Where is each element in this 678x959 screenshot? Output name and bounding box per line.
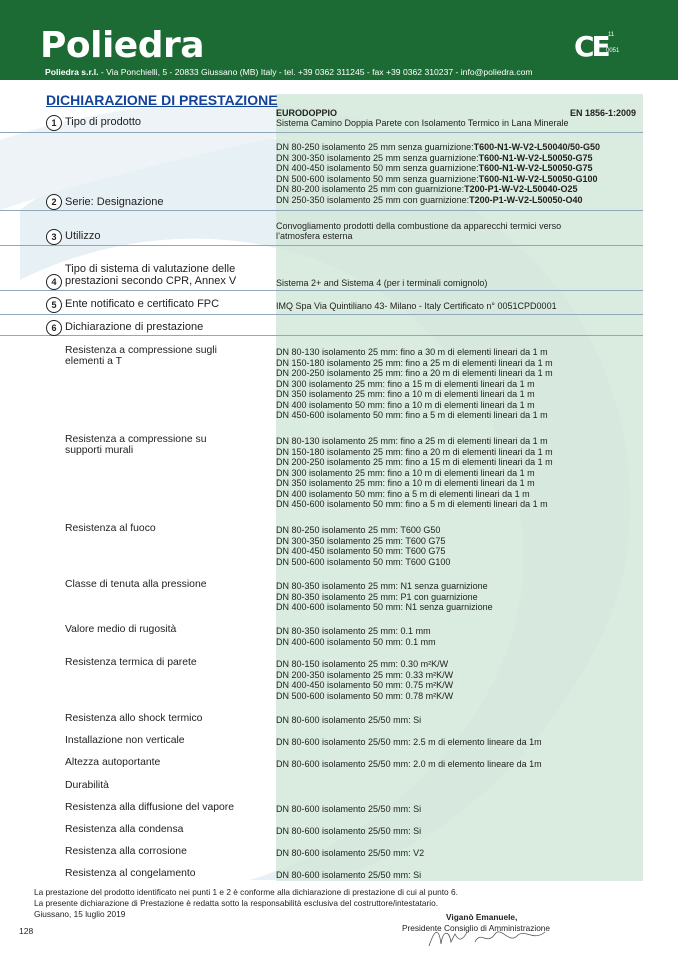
property-label: supporti murali [65, 445, 134, 456]
property-value: DN 450-600 isolamento 50 mm: fino a 5 m di elementi lineari da 1 m [276, 499, 548, 509]
product-name: EURODOPPIO [276, 108, 338, 118]
property-value: DN 80-350 isolamento 25 mm: N1 senza guarnizione [276, 581, 488, 591]
property-label: Resistenza a compressione sugli [65, 345, 217, 356]
property-value: DN 80-600 isolamento 25/50 mm: Si [276, 715, 422, 725]
property-value: DN 150-180 isolamento 25 mm: fino a 20 m di elementi lineari da 1 m [276, 446, 553, 457]
property-value: DN 80-250 isolamento 25 mm: T600 G50 [276, 525, 441, 535]
ce-number-top: 11 [608, 32, 615, 38]
ce-mark: CE [574, 30, 608, 63]
section-number-1: 1 [46, 115, 62, 131]
property-value: DN 200-350 isolamento 25 mm: 0.33 m²K/W [276, 669, 454, 680]
ce-number-bottom: 0051 [606, 48, 620, 54]
section-value-utilizzo: l’atmosfera esterna [276, 231, 353, 241]
property-value: DN 350 isolamento 25 mm: fino a 10 m di elementi lineari da 1 m [276, 389, 535, 399]
section-value-utilizzo: Convogliamento prodotti della combustione da apparecchi termici verso [276, 221, 562, 231]
property-label: Altezza autoportante [65, 757, 161, 768]
property-label: Durabilità [65, 780, 109, 791]
property-label: Resistenza allo shock termico [65, 713, 203, 724]
separator [0, 210, 643, 211]
property-label: Installazione non verticale [65, 735, 185, 746]
property-label: Resistenza alla diffusione del vapore [65, 802, 235, 813]
section-value-sistema-valutazione: Sistema 2+ and Sistema 4 (per i terminali comignolo) [276, 278, 488, 288]
separator [0, 245, 643, 246]
separator [0, 314, 643, 315]
responsibility-statement: La presente dichiarazione di Prestazione è redatta sotto la responsabilità esclusiva del costruttore/intestatario. [34, 898, 439, 908]
section-label-ente-notificato: Ente notificato e certificato FPC [65, 298, 220, 310]
property-value: DN 400-600 isolamento 50 mm: N1 senza guarnizione [276, 602, 493, 612]
property-value: DN 300-350 isolamento 25 mm: T600 G75 [276, 535, 446, 546]
property-value: DN 400-450 isolamento 50 mm: T600 G75 [276, 546, 446, 556]
property-label: Resistenza al congelamento [65, 868, 196, 879]
section-value-ente-notificato: IMQ Spa Via Quintiliano 43- Milano - Italy Certificato n° 0051CPD0001 [276, 301, 557, 311]
standard-reference: EN 1856-1:2009 [570, 108, 637, 118]
designazione-line: DN 400-450 isolamento 50 mm senza guarnizione:T600-N1-W-V2-L50050-G75 [276, 163, 593, 173]
property-value: DN 80-600 isolamento 25/50 mm: 2.0 m di elemento lineare da 1m [276, 759, 542, 769]
property-value: DN 300 isolamento 25 mm: fino a 10 m di elementi lineari da 1 m [276, 467, 535, 478]
property-value: DN 400 isolamento 50 mm: fino a 10 m di elementi lineari da 1 m [276, 399, 535, 410]
signer-role: Presidente Consiglio di Amministrazione [402, 923, 551, 933]
property-value: DN 350 isolamento 25 mm: fino a 10 m di elementi lineari da 1 m [276, 478, 535, 488]
designazione-line: DN 250-350 isolamento 25 mm con guarnizione:T200-P1-W-V2-L50050-O40 [276, 194, 583, 205]
property-label: Resistenza termica di parete [65, 657, 197, 668]
property-label: Resistenza a compressione su [65, 434, 207, 445]
property-value: DN 80-600 isolamento 25/50 mm: Si [276, 826, 422, 836]
section-number-2: 2 [46, 194, 62, 210]
company-address [45, 67, 533, 77]
property-label: Valore medio di rugosità [65, 624, 177, 635]
section-label-sistema-valutazione: prestazioni secondo CPR, Annex V [65, 275, 237, 287]
designazione-line: DN 80-200 isolamento 25 mm con guarnizione:T200-P1-W-V2-L50040-O25 [276, 184, 578, 194]
property-label: Classe di tenuta alla pressione [65, 579, 207, 590]
section-label-sistema-valutazione: Tipo di sistema di valutazione delle [65, 263, 236, 275]
property-label: elementi a T [65, 356, 122, 367]
separator [0, 132, 643, 133]
designazione-line: DN 80-250 isolamento 25 mm senza guarnizione:T600-N1-W-V2-L50040/50-G50 [276, 142, 600, 152]
conformity-statement: La prestazione del prodotto identificato nei punti 1 e 2 è conforme alla dichiarazione di prestazione di cui al punto 6. [34, 887, 458, 897]
property-value: DN 150-180 isolamento 25 mm: fino a 25 m di elementi lineari da 1 m [276, 357, 553, 368]
section-number-6: 6 [46, 320, 62, 336]
section-label-tipo-prodotto: Tipo di prodotto [65, 116, 142, 128]
page-title: DICHIARAZIONE DI PRESTAZIONE [46, 92, 278, 108]
signature-scribble [425, 920, 555, 952]
property-value: DN 80-600 isolamento 25/50 mm: Si [276, 804, 422, 814]
separator [0, 290, 643, 291]
property-value: DN 400 isolamento 50 mm: fino a 5 m di elementi lineari da 1 m [276, 488, 530, 499]
property-value: DN 450-600 isolamento 50 mm: fino a 5 m di elementi lineari da 1 m [276, 410, 548, 420]
company-name: Poliedra s.r.l. [45, 67, 99, 77]
section-label-utilizzo: Utilizzo [65, 230, 101, 242]
designazione-line: DN 300-350 isolamento 25 mm senza guarnizione:T600-N1-W-V2-L50050-G75 [276, 152, 593, 163]
property-value: DN 80-130 isolamento 25 mm: fino a 30 m di elementi lineari da 1 m [276, 347, 548, 357]
section-number-5: 5 [46, 297, 62, 313]
property-value: DN 500-600 isolamento 50 mm: 0.78 m²K/W [276, 690, 454, 701]
property-label: Resistenza alla corrosione [65, 846, 187, 857]
property-value: DN 80-150 isolamento 25 mm: 0.30 m²K/W [276, 659, 449, 669]
property-value: DN 200-250 isolamento 25 mm: fino a 20 m di elementi lineari da 1 m [276, 368, 553, 378]
property-value: DN 80-600 isolamento 25/50 mm: V2 [276, 848, 425, 858]
designazione-line: DN 500-600 isolamento 50 mm senza guarnizione:T600-N1-W-V2-L50050-G100 [276, 173, 598, 184]
page-header [0, 0, 678, 80]
section-number-4: 4 [46, 274, 62, 290]
property-value: DN 80-350 isolamento 25 mm: P1 con guarnizione [276, 591, 478, 602]
section-label-serie: Serie: Designazione [65, 196, 164, 208]
property-value: DN 80-350 isolamento 25 mm: 0.1 mm [276, 626, 431, 636]
property-value: DN 80-600 isolamento 25/50 mm: 2.5 m di elemento lineare da 1m [276, 737, 542, 747]
poliedra-logo: Poliedra [40, 25, 205, 66]
property-value: DN 200-250 isolamento 25 mm: fino a 15 m di elementi lineari da 1 m [276, 457, 553, 467]
separator [0, 335, 643, 336]
property-value: DN 400-450 isolamento 50 mm: 0.75 m²K/W [276, 680, 454, 690]
signer-name: Viganò Emanuele, [446, 912, 518, 922]
property-value: DN 400-600 isolamento 50 mm: 0.1 mm [276, 636, 436, 647]
section-value-tipo-prodotto: Sistema Camino Doppia Parete con Isolamento Termico in Lana Minerale [276, 118, 569, 128]
section-number-3: 3 [46, 229, 62, 245]
property-value: DN 80-600 isolamento 25/50 mm: Si [276, 870, 422, 880]
property-value: DN 300 isolamento 25 mm: fino a 15 m di elementi lineari da 1 m [276, 378, 535, 389]
property-value: DN 80-130 isolamento 25 mm: fino a 25 m di elementi lineari da 1 m [276, 436, 548, 446]
place-date: Giussano, 15 luglio 2019 [34, 909, 126, 919]
property-label: Resistenza al fuoco [65, 523, 156, 534]
property-label: Resistenza alla condensa [65, 824, 184, 835]
page-number: 128 [19, 926, 34, 936]
company-details: - Via Ponchielli, 5 - 20833 Giussano (MB) Italy - tel. +39 0362 311245 - fax +39 0362 310237 - info@poliedra.com [98, 67, 533, 77]
property-value: DN 500-600 isolamento 50 mm: T600 G100 [276, 556, 451, 567]
section-label-dichiarazione: Dichiarazione di prestazione [65, 321, 204, 333]
